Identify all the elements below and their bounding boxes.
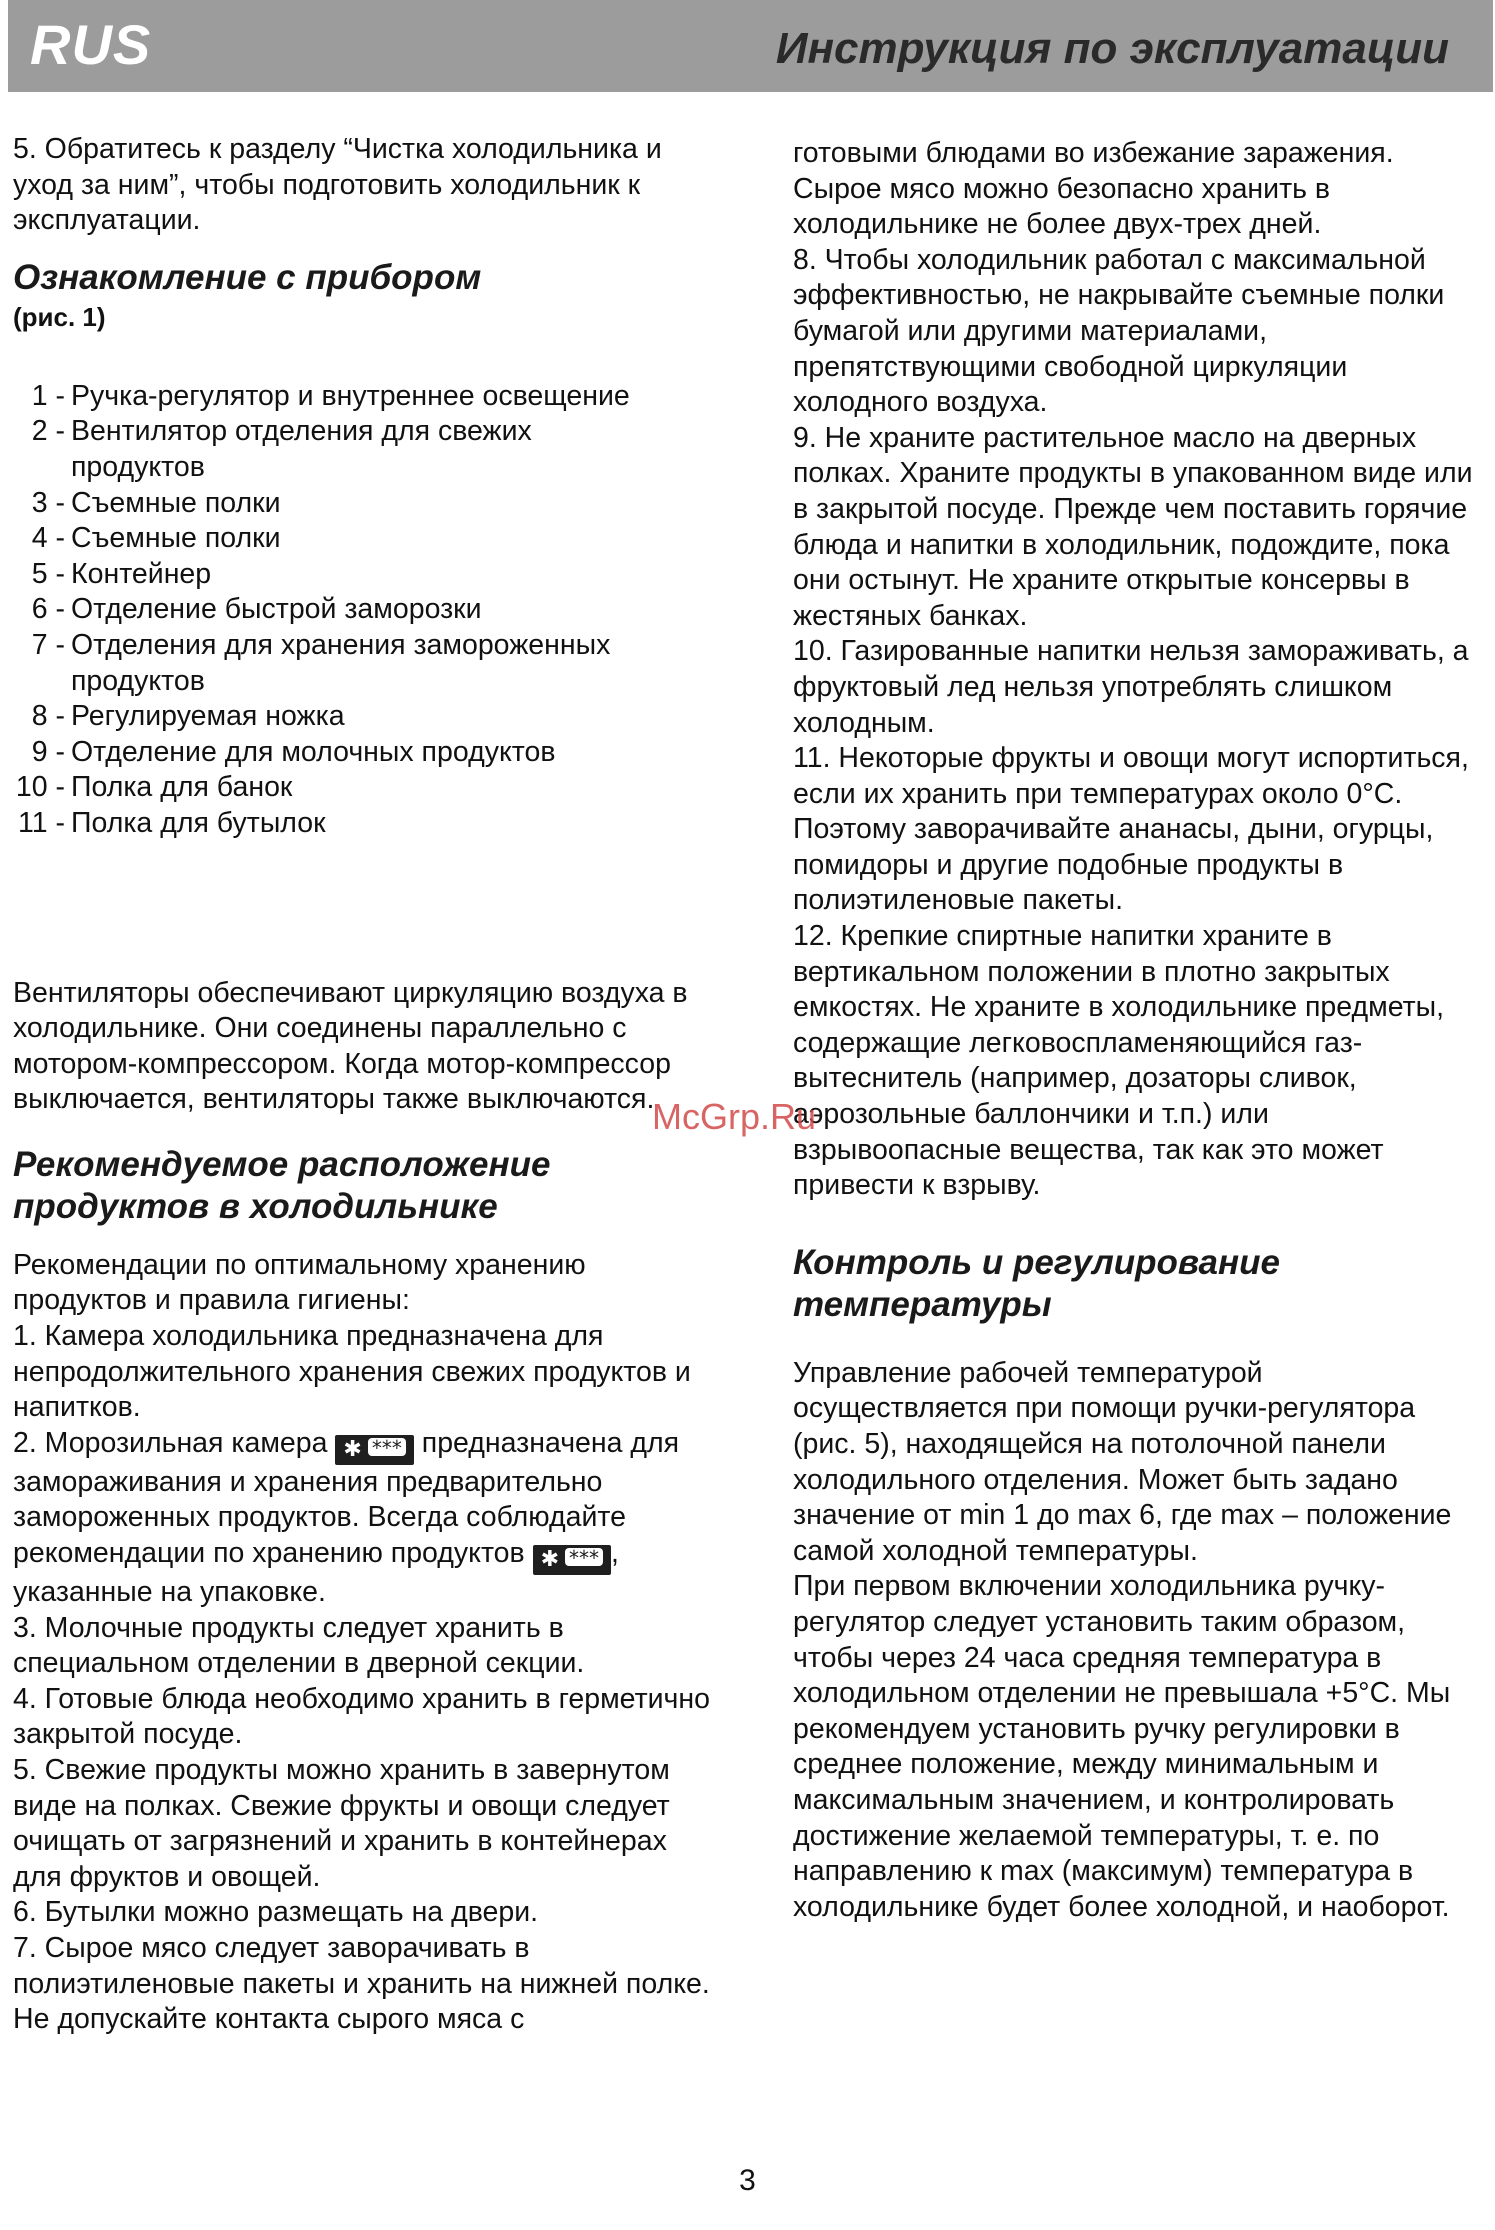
list-item: 5 - Контейнер (31, 557, 212, 590)
recommendation-1: 1. Камера холодильника предназначена для непродолжительного хранения свежих продуктов и напитков. (13, 1320, 691, 1424)
language-code: RUS (30, 13, 152, 76)
list-item: 7 - Отделения для хранения замороженных (31, 628, 611, 661)
temperature-paragraph-2: При первом включении холодильника ручку-регулятор следует установить таким образом, чтобы через 24 часа средняя температура в холодильном отделении не превышала +5°C. Мы рекомендуем установить ручку регулировки в среднее положение, между минимальным и максимальным значением, и контролировать достижение желаемой температуры, т. е. по направлению к max (максимум) температура в холодильнике будет более холодной, и наоборот. (793, 1570, 1451, 1923)
intro-paragraph: 5. Обратитесь к разделу “Чистка холодильника и уход за ним”, чтобы подготовить холодильник к эксплуатации. (13, 133, 662, 237)
freezer-star-icon: ✱ *** (335, 1435, 413, 1465)
watermark: McGrp.Ru (652, 1096, 817, 1137)
list-item-continuation: продуктов (71, 664, 205, 697)
recommendation-5: 5. Свежие продукты можно хранить в завернутом виде на полках. Свежие фрукты и овощи следует очищать от загрязнений и хранить в контейнерах для фруктов и овощей. (13, 1754, 670, 1893)
list-item: 3 - Съемные полки (31, 486, 281, 519)
page-number: 3 (739, 2164, 756, 2197)
recommendation-8: 8. Чтобы холодильник работал с максимальной эффективностью, не накрывайте съемные полки бумагой или другими материалами, препятствующими свободной циркуляции холодного воздуха. (793, 243, 1445, 419)
recommendation-7-continued: готовыми блюдами во избежание заражения. Сырое мясо можно безопасно хранить в холодильнике не более двух-трех дней. (793, 137, 1394, 241)
recommendation-9: 9. Не храните растительное масло на дверных полках. Храните продукты в упакованном виде или в закрытой посуде. Прежде чем поставить горячие блюда и напитки в холодильник, подождите, пока они остынут. Не храните открытые консервы в жестяных банках. (793, 421, 1473, 632)
list-item: 6 - Отделение быстрой заморозки (31, 593, 482, 626)
page-header (8, 0, 1493, 92)
section-title-storage-line2: продуктов в холодильнике (13, 1186, 498, 1226)
temperature-paragraph-1: Управление рабочей температурой осуществляется при помощи ручки-регулятора (рис. 5), находящейся на потолочной панели холодильного отделения. Может быть задано значение от min 1 до max 6, где max – положение самой холодной температуры. (793, 1356, 1452, 1567)
recommendation-7: 7. Сырое мясо следует заворачивать в полиэтиленовые пакеты и хранить на нижней полке. Не допускайте контакта сырого мяса с (13, 1931, 710, 2036)
recommendation-10: 10. Газированные напитки нельзя замораживать, а фруктовый лед нельзя употреблять слишком холодным. (793, 635, 1469, 739)
document-title: Инструкция по эксплуатации (775, 24, 1449, 73)
recommendation-11: 11. Некоторые фрукты и овощи могут испортиться, если их хранить при температурах около 0°C. Поэтому заворачивайте ананасы, дыни, огурцы, помидоры и другие подобные продукты в полиэтиленовые пакеты. (793, 742, 1469, 917)
section-title-appliance: Ознакомление с прибором (13, 257, 482, 297)
list-item: 2 - Вентилятор отделения для свежих (31, 415, 532, 448)
recommendations-intro: Рекомендации по оптимальному хранению продуктов и правила гигиены: (13, 1248, 586, 1317)
section-title-temperature-line1: Контроль и регулирование (793, 1242, 1280, 1282)
section-title-storage-line1: Рекомендуемое расположение (13, 1144, 551, 1184)
left-column (13, 132, 713, 2038)
list-item: 4 - Съемные полки (31, 522, 281, 555)
parts-list (13, 379, 713, 842)
recommendation-2: 2. Морозильная камера ✱ *** предназначена для замораживания и хранения предварительно замороженных продуктов. Всегда соблюдайте рекомендации по хранению продуктов ✱ *** , указанные на упаковке. (13, 1426, 680, 1609)
section-title-temperature-line2: температуры (793, 1284, 1052, 1324)
list-item: 1 - Ручка-регулятор и внутреннее освещение (31, 379, 630, 412)
recommendation-4: 4. Готовые блюда необходимо хранить в герметично закрытой посуде. (13, 1682, 710, 1751)
recommendation-6: 6. Бутылки можно размещать на двери. (13, 1896, 539, 1929)
recommendation-3: 3. Молочные продукты следует хранить в специальном отделении в дверной секции. (13, 1611, 585, 1680)
recommendation-12: 12. Крепкие спиртные напитки храните в вертикальном положении в плотно закрытых емкостях. Не храните в холодильнике предметы, содержащие легковоспламеняющийся газ-вытеснитель (например, дозаторы сливок, аэрозольные баллончики и т.п.) или взрывоопасные вещества, так как это может привести к взрыву. (793, 920, 1445, 1202)
figure-reference: (рис. 1) (13, 301, 106, 332)
fans-paragraph: Вентиляторы обеспечивают циркуляцию воздуха в холодильнике. Они соединены параллельно с мотором-компрессором. Когда мотор-компрессор выключается, вентиляторы также выключаются. (13, 976, 688, 1116)
freezer-star-icon: ✱ *** (533, 1545, 611, 1575)
list-item: 8 - Регулируемая ножка (31, 700, 345, 733)
list-item-continuation: продуктов (71, 450, 205, 483)
list-item: 10 - Полка для банок (15, 771, 293, 804)
list-item: 9 - Отделение для молочных продуктов (31, 735, 556, 768)
list-item: 11 - Полка для бутылок (18, 806, 326, 839)
right-column (793, 136, 1483, 1925)
